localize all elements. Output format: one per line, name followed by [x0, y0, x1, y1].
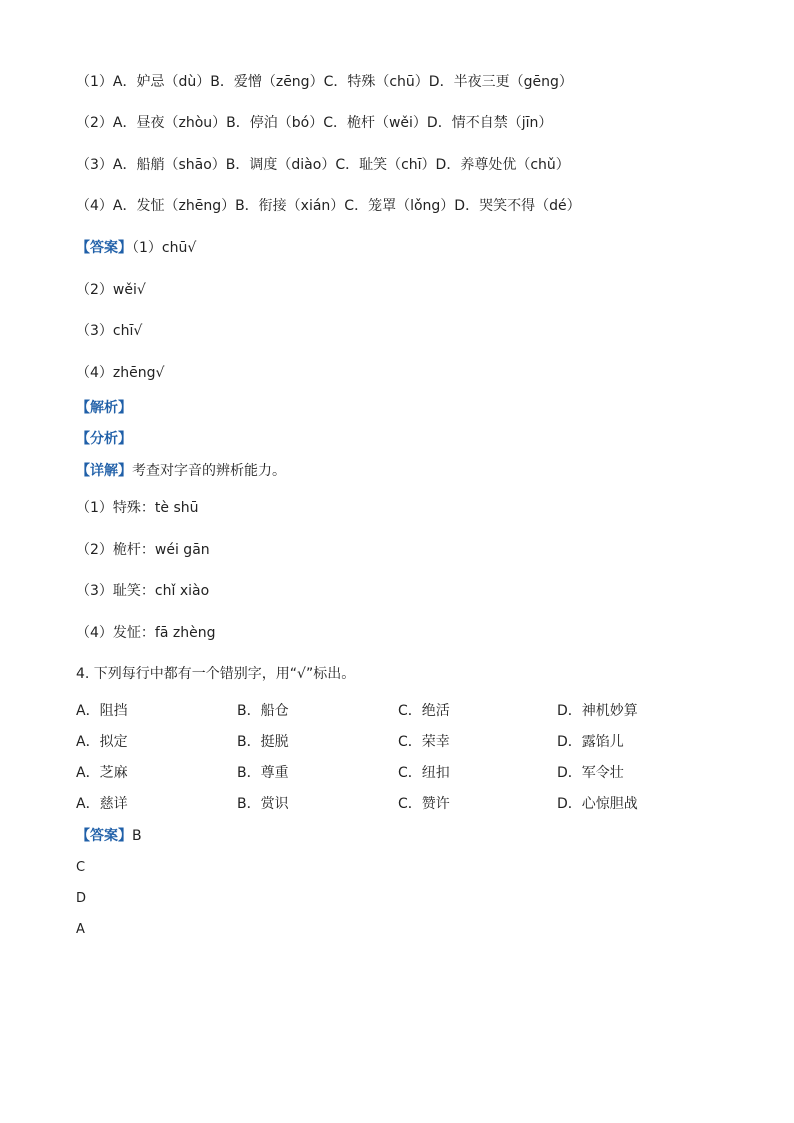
answer-tag: 【答案】 — [76, 240, 132, 256]
q4-r1-b: B．船仓 — [237, 703, 289, 719]
answer-2: （2）wěi√ — [76, 282, 146, 298]
q4-answer-line — [76, 826, 142, 846]
q4-r4-b: B．赏识 — [237, 796, 289, 812]
q4-r2-c: C．荣幸 — [398, 734, 450, 750]
answer-4: （4）zhēng√ — [76, 365, 165, 381]
q3-answer-line — [76, 238, 196, 258]
detail-tag: 【详解】 — [76, 463, 132, 479]
detail-text: 考查对字音的辨析能力。 — [132, 463, 286, 479]
detail-2: （2）桅杆：wéi gān — [76, 542, 210, 558]
q4-r2-b: B．挺脱 — [237, 734, 289, 750]
q3-item-1: （1）A．妒忌（dù）B．爱憎（zēng）C．特殊（chū）D．半夜三更（gēng） — [76, 74, 573, 90]
q4-answer-1: B — [132, 828, 142, 844]
fenxi-tag: 【分析】 — [76, 431, 132, 447]
q4-r3-c: C．纽扣 — [398, 765, 450, 781]
q4-r1-c: C．绝活 — [398, 703, 450, 719]
detail-4: （4）发怔：fā zhèng — [76, 625, 216, 641]
detail-3: （3）耻笑：chǐ xiào — [76, 583, 210, 599]
q4-answer-3: D — [76, 891, 87, 906]
detail-line — [76, 461, 286, 481]
q4-r1-a: A．阻挡 — [76, 703, 128, 719]
q4-answer-4: A — [76, 922, 85, 937]
q3-item-2: （2）A．昼夜（zhòu）B．停泊（bó）C．桅杆（wěi）D．情不自禁（jīn） — [76, 115, 553, 131]
analysis-tag: 【解析】 — [76, 400, 132, 416]
q3-item-4: （4）A．发怔（zhēng）B．衔接（xián）C．笼罩（lǒng）D．哭笑不得（dé） — [76, 198, 581, 214]
detail-1: （1）特殊：tè shū — [76, 500, 199, 516]
answer-3: （3）chī√ — [76, 323, 143, 339]
q4-r2-d: D．露馅儿 — [557, 734, 624, 750]
q4-r3-d: D．军令壮 — [557, 765, 624, 781]
q4-r4-a: A．慈详 — [76, 796, 128, 812]
q4-answer-2: C — [76, 860, 86, 875]
q4-r4-c: C．赞许 — [398, 796, 450, 812]
q4-r1-d: D．神机妙算 — [557, 703, 638, 719]
answer-1: （1）chū√ — [132, 240, 197, 256]
q4-r3-b: B．尊重 — [237, 765, 289, 781]
q4-r3-a: A．芝麻 — [76, 765, 128, 781]
q4-r4-d: D．心惊胆战 — [557, 796, 638, 812]
q3-item-3: （3）A．船艄（shāo）B．调度（diào）C．耻笑（chī）D．养尊处优（chǔ） — [76, 157, 570, 173]
q4-r2-a: A．拟定 — [76, 734, 128, 750]
q4-answer-tag: 【答案】 — [76, 828, 132, 844]
q4-stem: 4. 下列每行中都有一个错别字，用“√”标出。 — [76, 666, 356, 682]
